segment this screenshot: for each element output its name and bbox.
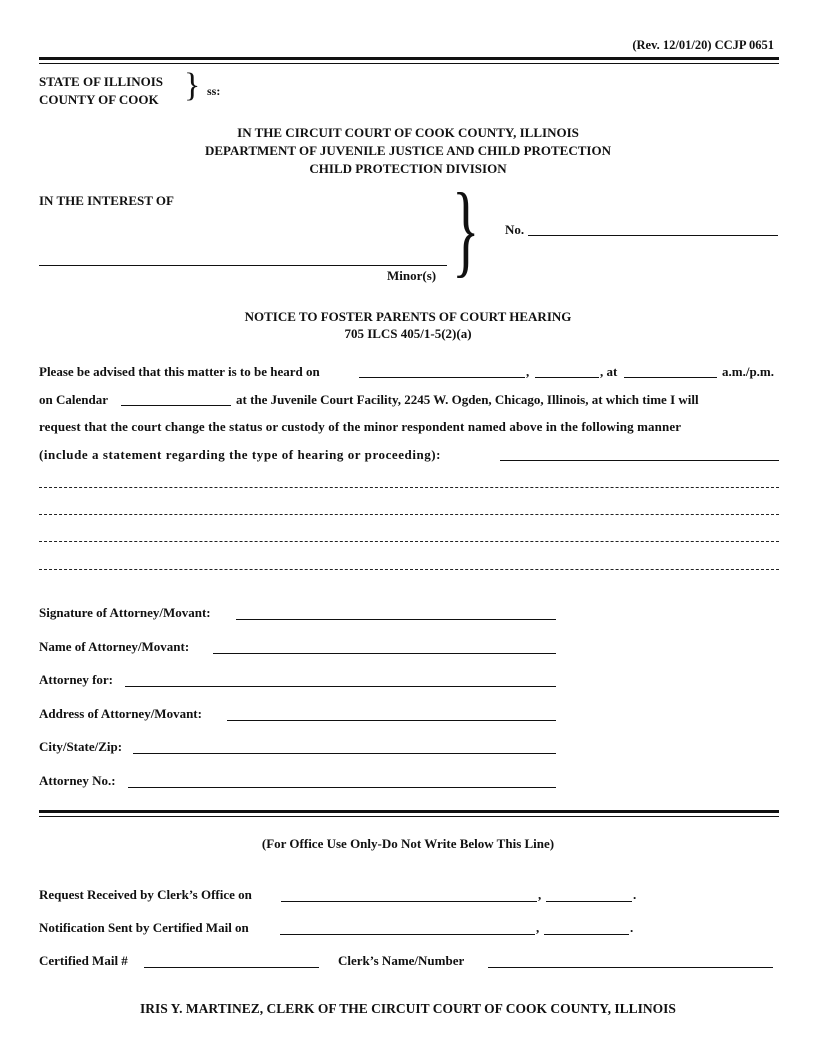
notification-sent-period: .	[630, 920, 634, 935]
statement-line-3[interactable]	[39, 541, 779, 542]
venue-ss: ss:	[207, 84, 221, 98]
body-text-at: , at	[600, 364, 618, 379]
clerk-footer: IRIS Y. MARTINEZ, CLERK OF THE CIRCUIT COURT OF COOK COUNTY, ILLINOIS	[140, 1001, 676, 1016]
minors-label: Minor(s)	[387, 268, 437, 283]
attorney-for-row	[39, 672, 113, 688]
statement-line-1[interactable]	[39, 487, 779, 488]
statement-line-2[interactable]	[39, 514, 779, 515]
request-received-date-field[interactable]	[281, 901, 537, 902]
calendar-field[interactable]	[121, 405, 231, 406]
court-line-1: IN THE CIRCUIT COURT OF COOK COUNTY, ILLINOIS	[237, 125, 579, 140]
body-text-ampm: a.m./p.m.	[722, 364, 774, 379]
city-state-zip-field[interactable]	[133, 753, 556, 754]
office-rule-thin	[39, 816, 779, 817]
clerk-name-label: Clerk’s Name/Number	[338, 953, 465, 968]
hearing-date-field[interactable]	[359, 377, 525, 378]
venue-block	[39, 73, 163, 109]
caption-brace-icon: }	[452, 172, 480, 287]
court-line-3: CHILD PROTECTION DIVISION	[309, 161, 507, 176]
hearing-type-field[interactable]	[500, 460, 779, 461]
notification-sent-row	[39, 920, 249, 936]
attorney-address-label: Address of Attorney/Movant:	[39, 706, 202, 721]
header-rule-thick	[39, 57, 779, 60]
statement-line-4[interactable]	[39, 569, 779, 570]
signature-field[interactable]	[236, 619, 556, 620]
notice-statute: 705 ILCS 405/1-5(2)(a)	[344, 326, 472, 341]
venue-brace-icon: }	[184, 67, 201, 104]
attorney-name-field[interactable]	[213, 653, 556, 654]
venue-county: COUNTY OF COOK	[39, 92, 159, 107]
certified-mail-field[interactable]	[144, 967, 319, 968]
venue-state: STATE OF ILLINOIS	[39, 74, 164, 89]
notification-sent-year-field[interactable]	[544, 934, 629, 935]
attorney-address-field[interactable]	[227, 720, 556, 721]
notice-title-block	[0, 308, 816, 342]
office-rule-thick	[39, 810, 779, 813]
case-number-field[interactable]	[528, 235, 778, 236]
hearing-year-field[interactable]	[535, 377, 599, 378]
hearing-time-field[interactable]	[624, 377, 717, 378]
body-text-include: (include a statement regarding the type of hearing or proceeding):	[39, 447, 442, 462]
attorney-number-row	[39, 773, 116, 789]
request-received-year-field[interactable]	[546, 901, 632, 902]
case-number-label: No.	[505, 222, 525, 237]
body-text-facility: at the Juvenile Court Facility, 2245 W. Ogden, Chicago, Illinois, at which time I will	[236, 392, 699, 407]
signature-row	[39, 605, 211, 621]
notification-sent-label: Notification Sent by Certified Mail on	[39, 920, 249, 935]
request-received-row	[39, 887, 252, 903]
body-line-1	[39, 364, 780, 380]
city-state-zip-label: City/State/Zip:	[39, 739, 123, 754]
attorney-address-row	[39, 706, 202, 722]
attorney-for-field[interactable]	[125, 686, 556, 687]
attorney-number-label: Attorney No.:	[39, 773, 116, 788]
clerk-name-field[interactable]	[488, 967, 773, 968]
request-received-comma: ,	[538, 887, 542, 902]
attorney-name-row	[39, 639, 189, 655]
request-received-period: .	[633, 887, 637, 902]
header-rule-thin	[39, 63, 779, 64]
signature-label: Signature of Attorney/Movant:	[39, 605, 211, 620]
body-line-3: request that the court change the status or custody of the minor respondent named above in the following manner	[39, 419, 682, 434]
court-line-2: DEPARTMENT OF JUVENILE JUSTICE AND CHILD PROTECTION	[205, 143, 611, 158]
in-interest-of-label: IN THE INTEREST OF	[39, 193, 174, 208]
office-use-heading: (For Office Use Only-Do Not Write Below This Line)	[261, 836, 555, 851]
request-received-label: Request Received by Clerk’s Office on	[39, 887, 252, 902]
body-text-calendar: on Calendar	[39, 392, 108, 407]
city-state-zip-row	[39, 739, 122, 755]
attorney-name-label: Name of Attorney/Movant:	[39, 639, 190, 654]
court-heading	[0, 124, 816, 178]
attorney-number-field[interactable]	[128, 787, 556, 788]
minor-name-field[interactable]	[39, 265, 447, 266]
form-revision: (Rev. 12/01/20) CCJP 0651	[632, 38, 774, 52]
notice-title: NOTICE TO FOSTER PARENTS OF COURT HEARING	[244, 309, 572, 324]
date-comma: ,	[526, 364, 530, 379]
certified-mail-label: Certified Mail #	[39, 953, 128, 968]
body-text-heard-on: Please be advised that this matter is to be heard on	[39, 364, 320, 379]
notification-sent-date-field[interactable]	[280, 934, 535, 935]
body-line-2	[39, 392, 780, 408]
attorney-for-label: Attorney for:	[39, 672, 113, 687]
certified-mail-row	[39, 953, 128, 969]
notification-sent-comma: ,	[536, 920, 540, 935]
body-line-4	[39, 447, 780, 463]
